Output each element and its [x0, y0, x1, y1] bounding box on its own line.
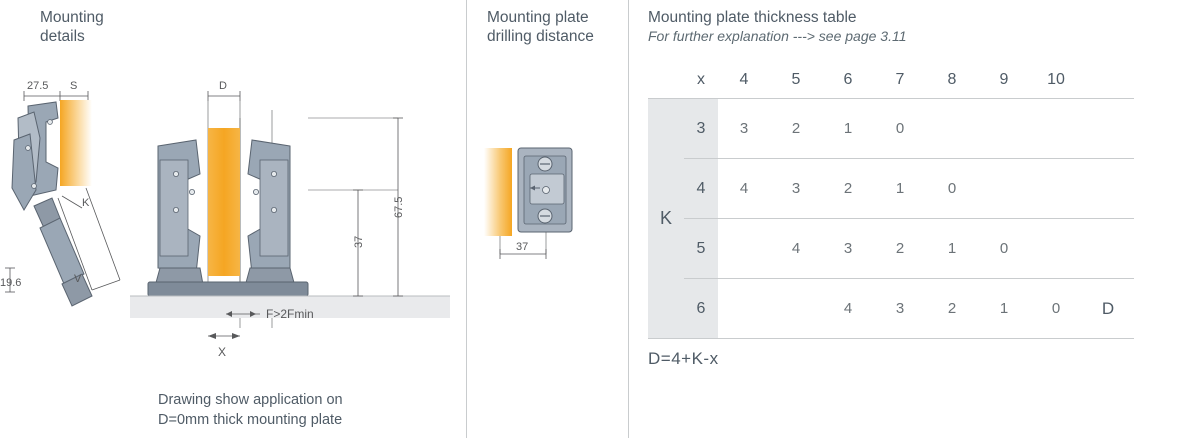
cell-3-3: 3	[874, 279, 926, 339]
divider-left	[466, 0, 467, 438]
col-header-6: 10	[1047, 71, 1065, 88]
hinge-front-drawing	[130, 78, 450, 368]
cell-1-5	[978, 159, 1030, 219]
cell-1-0: 4	[718, 159, 770, 219]
table-row	[648, 159, 1134, 219]
divider-right	[628, 0, 629, 438]
cell-3-1	[770, 279, 822, 339]
table-title: Mounting plate thickness table	[648, 9, 857, 26]
dim-s: S	[70, 80, 78, 92]
label-x: X	[218, 345, 227, 359]
drilling-line1: Mounting plate	[487, 9, 589, 26]
dim-67-5: 67.5	[393, 196, 405, 218]
cell-0-5	[978, 99, 1030, 159]
cell-3-0	[718, 279, 770, 339]
col-header-1: 5	[791, 71, 801, 88]
row-key-1: 4	[684, 159, 718, 219]
mounting-details-heading	[40, 8, 104, 46]
table-row	[648, 219, 1134, 279]
cell-0-4	[926, 99, 978, 159]
drilling-distance-heading	[487, 8, 594, 46]
cell-2-6	[1030, 219, 1082, 279]
cell-3-6: 0	[1030, 279, 1082, 339]
col-header-2: 6	[843, 71, 853, 88]
caption-line2: D=0mm thick mounting plate	[158, 412, 343, 428]
cell-0-0: 3	[718, 99, 770, 159]
label-f-min: F>2Fmin	[266, 307, 314, 321]
cell-0-1: 2	[770, 99, 822, 159]
drilling-line2: drilling distance	[487, 28, 594, 45]
cell-2-0	[718, 219, 770, 279]
cell-3-4: 2	[926, 279, 978, 339]
mounting-plate-drawing	[480, 140, 620, 280]
table-subtitle: For further explanation ---> see page 3.11	[648, 28, 907, 44]
row-key-2: 5	[684, 219, 718, 279]
dim-37-plate: 37	[516, 241, 529, 253]
drawing-caption	[158, 390, 343, 430]
col-header-3: 7	[895, 71, 905, 88]
mounting-details-line1: Mounting	[40, 9, 104, 26]
cell-2-4: 1	[926, 219, 978, 279]
cell-1-6	[1030, 159, 1082, 219]
thickness-table-wrap	[648, 62, 1134, 369]
row-key-3: 6	[684, 279, 718, 339]
cell-0-6	[1030, 99, 1082, 159]
col-axis-label: x	[697, 71, 705, 88]
caption-line1: Drawing show application on	[158, 392, 343, 408]
cell-1-4: 0	[926, 159, 978, 219]
label-v: V	[74, 273, 82, 285]
table-header-row	[648, 62, 1134, 99]
label-k: K	[82, 197, 90, 209]
col-header-5: 9	[999, 71, 1009, 88]
cell-2-2: 3	[822, 219, 874, 279]
row-axis-label: K	[648, 99, 684, 339]
table-heading	[648, 8, 907, 45]
col-header-4: 8	[947, 71, 957, 88]
cell-1-1: 3	[770, 159, 822, 219]
dim-d: D	[219, 80, 227, 92]
mounting-details-line2: details	[40, 28, 85, 45]
table-row	[648, 99, 1134, 159]
table-formula: D=4+K-x	[648, 349, 719, 368]
cell-1-2: 2	[822, 159, 874, 219]
cell-1-3: 1	[874, 159, 926, 219]
cell-2-3: 2	[874, 219, 926, 279]
dim-37-center: 37	[353, 235, 365, 248]
cell-2-5: 0	[978, 219, 1030, 279]
cell-3-5: 1	[978, 279, 1030, 339]
dim-19-6: 19.6	[0, 277, 22, 289]
dim-27-5: 27.5	[27, 80, 49, 92]
d-marker: D	[1082, 279, 1134, 339]
table-row	[648, 279, 1134, 339]
cell-0-2: 1	[822, 99, 874, 159]
cell-3-2: 4	[822, 279, 874, 339]
row-key-0: 3	[684, 99, 718, 159]
thickness-table	[648, 62, 1134, 339]
cell-2-1: 4	[770, 219, 822, 279]
cell-0-3: 0	[874, 99, 926, 159]
hinge-side-drawing	[0, 78, 130, 368]
col-header-0: 4	[739, 71, 749, 88]
